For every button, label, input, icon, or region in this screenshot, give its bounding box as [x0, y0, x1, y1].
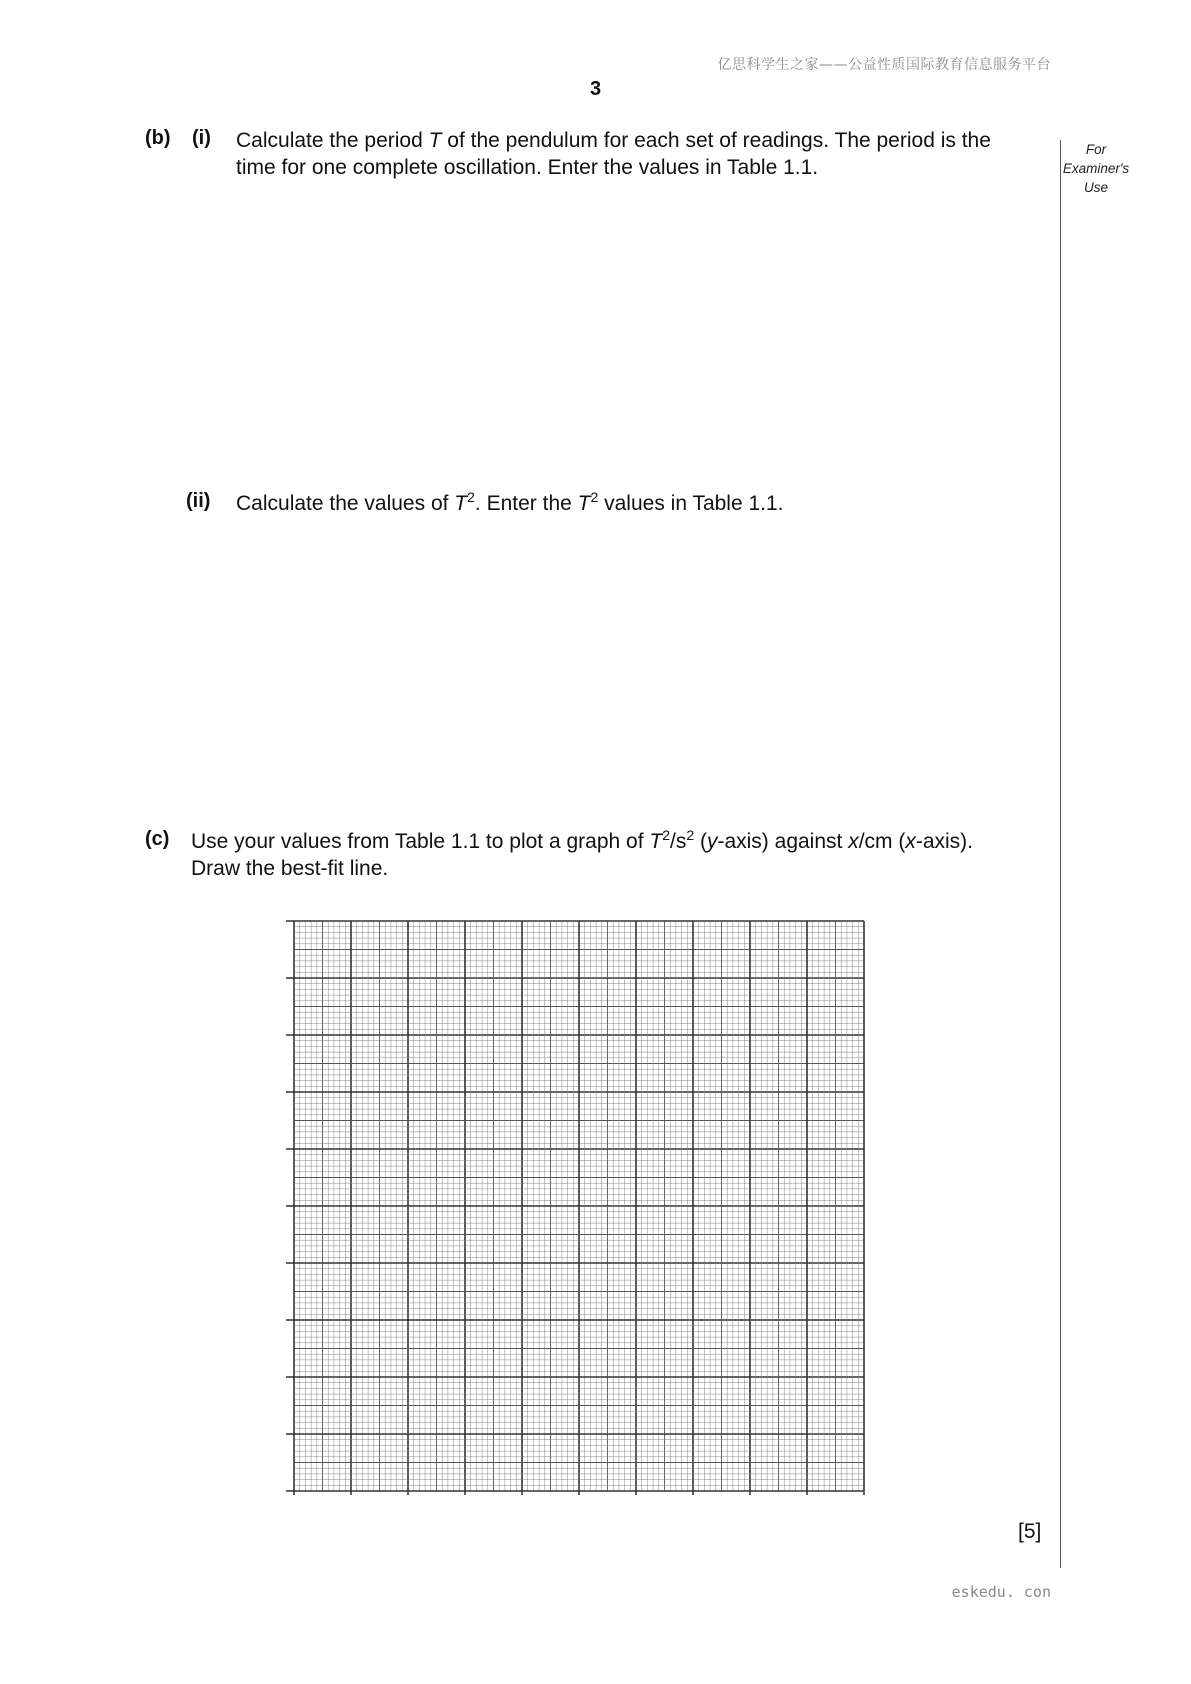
part-c-label: (c): [145, 828, 170, 850]
superscript-2: 2: [686, 827, 695, 843]
part-c-text-3: -axis) against: [717, 830, 849, 853]
part-c-text-5: -axis).: [915, 830, 974, 853]
part-b-ii-text-1: Calculate the values of: [236, 492, 455, 515]
var-x: x: [905, 830, 916, 853]
graph-paper-grid[interactable]: [280, 915, 880, 1495]
var-y: y: [706, 830, 718, 853]
examiner-line-1: For: [1085, 142, 1107, 157]
part-c-line-2: Draw the best-fit line.: [191, 857, 389, 880]
part-b-ii-text-3: values in Table 1.1.: [598, 492, 784, 515]
var-T: T: [454, 492, 468, 515]
part-b-i-line-1: [236, 127, 1046, 154]
superscript-2: 2: [590, 489, 599, 505]
unit-s: /s: [670, 830, 687, 853]
part-c-text-2: (: [694, 830, 707, 853]
part-b-label: (b): [145, 127, 171, 149]
var-T: T: [577, 492, 591, 515]
part-b-i-text-1: Calculate the period: [236, 129, 429, 152]
var-T: T: [649, 830, 663, 853]
part-b-ii-text-2: . Enter the: [474, 492, 578, 515]
part-b-ii-text: [236, 490, 1046, 517]
footer-watermark: eskedu. con: [951, 1583, 1051, 1601]
examiner-line-2: Examiner's: [1062, 161, 1130, 176]
part-c-text-4: /cm (: [858, 830, 906, 853]
examiner-margin-rule: [1060, 140, 1061, 1568]
part-c-text: [191, 828, 1051, 882]
superscript-2: 2: [467, 489, 475, 505]
part-c-text-1: Use your values from Table 1.1 to plot a graph of: [191, 830, 650, 853]
part-b-i-text-2: of the pendulum for each set of readings. The period is the: [441, 129, 991, 152]
part-b-i-line-2: time for one complete oscillation. Enter the values in Table 1.1.: [236, 156, 819, 179]
superscript-2: 2: [662, 827, 670, 843]
header-watermark: 亿思科学生之家——公益性质国际教育信息服务平台: [717, 57, 1051, 73]
page-number: 3: [589, 78, 602, 100]
var-x: x: [848, 830, 859, 853]
examiner-line-3: Use: [1083, 180, 1108, 195]
marks-allocation: [5]: [1018, 1520, 1042, 1543]
var-T: T: [428, 129, 442, 152]
part-c-line-1: [191, 828, 1051, 855]
examiner-use-label: [1061, 140, 1131, 197]
part-b-i-label: (i): [192, 127, 211, 149]
part-b-i-text: [236, 127, 1046, 181]
part-b-ii-label: (ii): [186, 490, 211, 512]
